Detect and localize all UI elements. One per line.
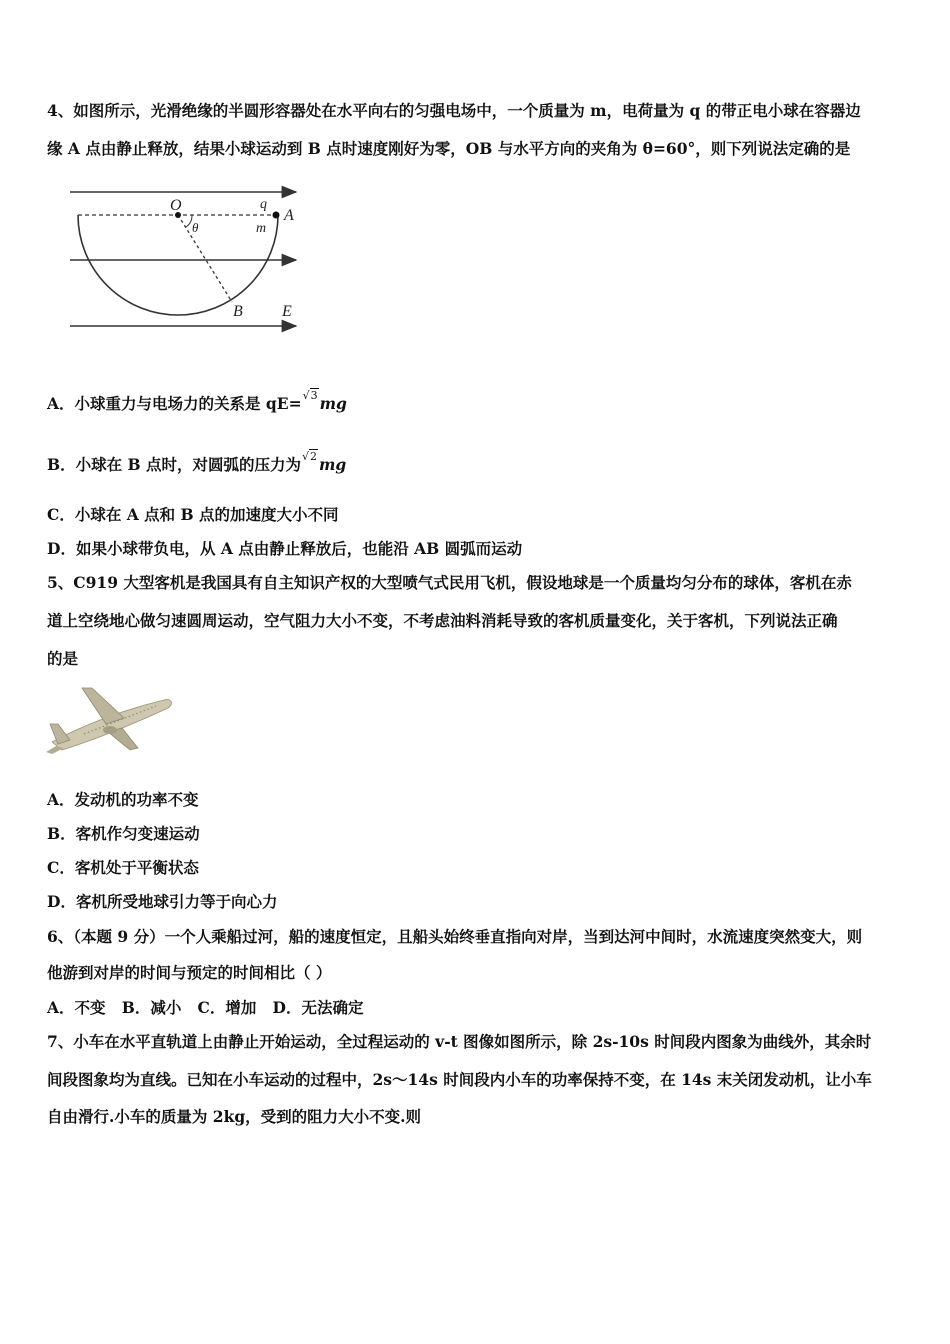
q5-stem-line-2: 道上空绕地心做匀速圆周运动，空气阻力大小不变，不考虑油料消耗导致的客机质量变化，关于客机，下列说法正确	[47, 611, 838, 630]
q4-option-a-text: A．小球重力与电场力的关系是 qE=	[47, 394, 302, 413]
q5-stem-line-1: 5、C919 大型客机是我国具有自主知识产权的大型喷气式民用飞机，假设地球是一个质量均匀分布的球体，客机在赤	[47, 573, 852, 592]
q6-options: A．不变 B．减小 C．增加 D．无法确定	[47, 998, 364, 1017]
q4-figure-svg	[60, 180, 310, 340]
q4-option-a-radicand: 3	[310, 389, 318, 402]
q4-option-a	[47, 389, 906, 417]
q4-stem-line-2: 缘 A 点由静止释放，结果小球运动到 B 点时速度刚好为零，OB 与水平方向的夹角为 θ=60°，则下列说法定确的是	[47, 139, 851, 158]
q6-stem-line-2: 他游到对岸的时间与预定的时间相比（ ）	[47, 963, 332, 982]
q5-airplane-image	[44, 680, 176, 760]
label-b: B	[233, 303, 243, 320]
q4-figure-semicircle-field	[60, 180, 310, 340]
q7-stem-line-1: 7、小车在水平直轨道上由静止开始运动，全过程运动的 v-t 图像如图所示，除 2s-10s 时间段内图象为曲线外，其余时	[47, 1032, 872, 1051]
label-m: m	[256, 221, 267, 236]
q5-option-b: B．客机作匀变速运动	[47, 824, 200, 843]
q5-option-c: C．客机处于平衡状态	[47, 858, 199, 877]
q4-option-d: D．如果小球带负电，从 A 点由静止释放后，也能沿 AB 圆弧而运动	[47, 539, 523, 558]
label-a: A	[284, 207, 294, 224]
label-q: q	[260, 197, 267, 212]
q4-option-a-tail: mg	[319, 394, 347, 413]
ob-dashed-line	[178, 215, 232, 302]
q5-stem-line-3: 的是	[47, 649, 79, 668]
q7-stem-line-3: 自由滑行.小车的质量为 2kg，受到的阻力大小不变.则	[47, 1107, 422, 1126]
q5-option-d: D．客机所受地球引力等于向心力	[47, 892, 278, 911]
q4-stem-line-1: 4、如图所示，光滑绝缘的半圆形容器处在水平向右的匀强电场中，一个质量为 m，电荷量为 q 的带正电小球在容器边	[47, 101, 861, 120]
label-o: O	[170, 197, 182, 214]
airplane-icon	[44, 680, 176, 760]
sqrt-symbol: √2	[302, 450, 318, 463]
sqrt-symbol: √3	[302, 389, 318, 402]
q6-stem-line-1: 6、（本题 9 分）一个人乘船过河，船的速度恒定，且船头始终垂直指向对岸，当到达河中间时，水流速度突然变大，则	[47, 927, 863, 946]
q7-stem-line-2: 间段图象均为直线。已知在小车运动的过程中，2s～14s 时间段内小车的功率保持不变，在 14s 末关闭发动机，让小车	[47, 1070, 872, 1089]
q4-option-c: C．小球在 A 点和 B 点的加速度大小不同	[47, 505, 339, 524]
ball-at-a	[273, 212, 280, 219]
q4-option-b	[47, 450, 906, 478]
semicircle-container	[78, 215, 278, 315]
q4-option-b-radicand: 2	[310, 450, 318, 463]
q5-option-a: A．发动机的功率不变	[47, 790, 199, 809]
label-e: E	[282, 303, 292, 320]
label-theta: θ	[192, 220, 199, 235]
q4-option-b-tail: mg	[319, 455, 347, 474]
q4-option-b-text: B．小球在 B 点时，对圆弧的压力为	[47, 455, 301, 474]
